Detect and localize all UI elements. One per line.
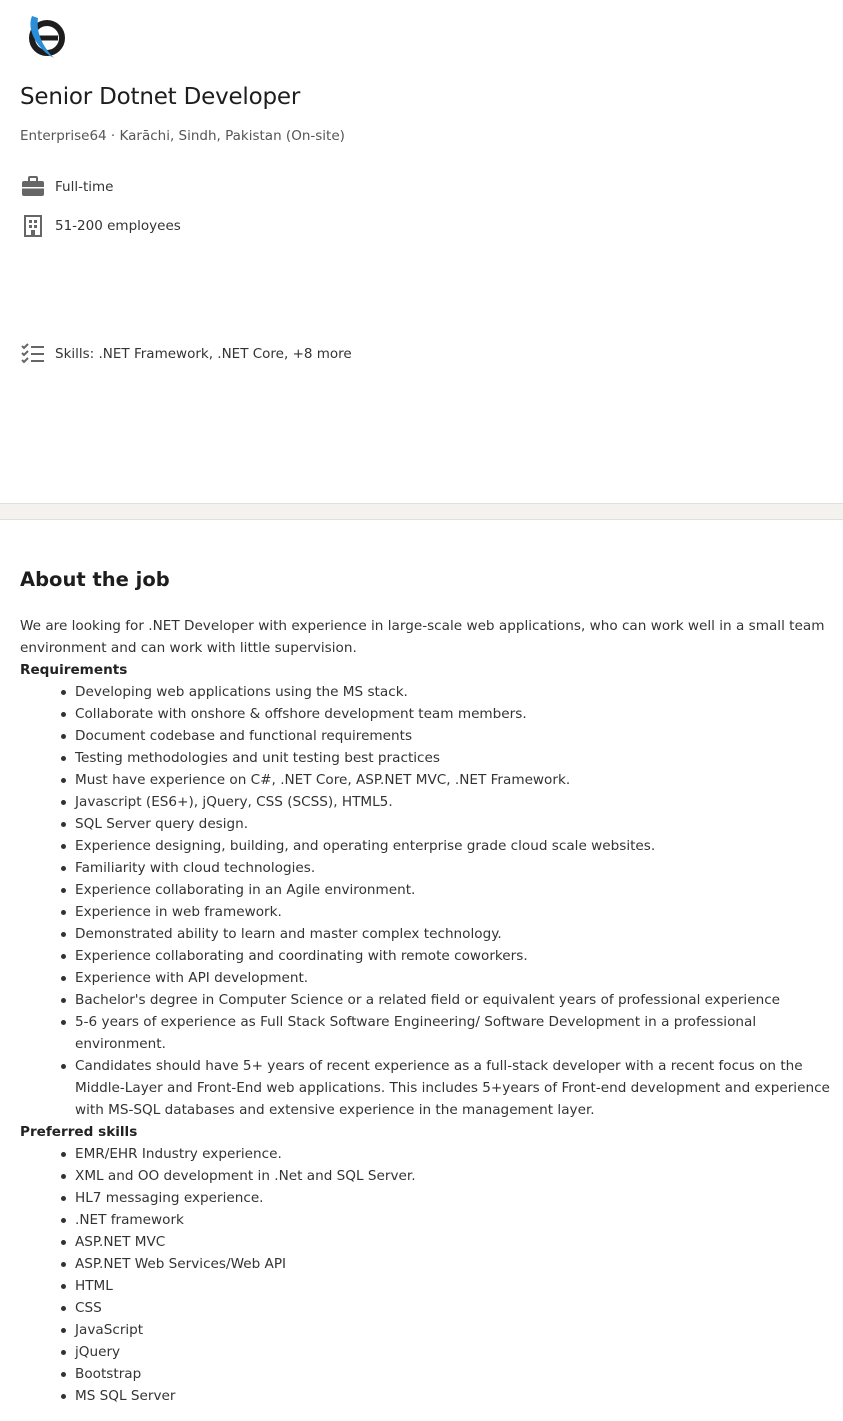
list-item: .NET framework [75, 1209, 830, 1231]
skills-row[interactable] [20, 343, 352, 365]
list-item: Testing methodologies and unit testing best practices [75, 747, 830, 769]
list-item: JavaScript [75, 1319, 830, 1341]
list-item: Candidates should have 5+ years of recent experience as a full-stack developer with a recent focus on the Middle-Layer and Front-End web applications. This includes 5+years of Front-end development and experience with MS-SQL databases and extensive experience in the management layer. [75, 1055, 830, 1121]
company-size-row [20, 215, 181, 237]
job-description [20, 615, 830, 1407]
list-item: Familiarity with cloud technologies. [75, 857, 830, 879]
requirements-heading: Requirements [20, 662, 128, 678]
list-item: XML and OO development in .Net and SQL Server. [75, 1165, 830, 1187]
employment-type: Full-time [55, 179, 114, 195]
job-title: Senior Dotnet Developer [20, 84, 301, 110]
list-item: Developing web applications using the MS stack. [75, 681, 830, 703]
list-item: CSS [75, 1297, 830, 1319]
list-item: Bootstrap [75, 1363, 830, 1385]
list-item: EMR/EHR Industry experience. [75, 1143, 830, 1165]
list-item: jQuery [75, 1341, 830, 1363]
job-location: Karāchi, Sindh, Pakistan (On-site) [119, 128, 345, 144]
list-item: Bachelor's degree in Computer Science or a related field or equivalent years of professional experience [75, 989, 830, 1011]
list-item: Experience with API development. [75, 967, 830, 989]
list-item: Collaborate with onshore & offshore development team members. [75, 703, 830, 725]
checklist-icon [20, 343, 46, 365]
building-icon [20, 215, 46, 237]
list-item: MS SQL Server [75, 1385, 830, 1407]
list-item: Experience in web framework. [75, 901, 830, 923]
list-item: HTML [75, 1275, 830, 1297]
job-subtitle [20, 128, 345, 144]
about-heading: About the job [20, 568, 170, 591]
employment-type-row [20, 176, 113, 198]
requirements-list [75, 681, 830, 1121]
company-logo[interactable] [24, 12, 68, 60]
list-item: Experience collaborating in an Agile environment. [75, 879, 830, 901]
preferred-list [75, 1143, 830, 1407]
list-item: ASP.NET Web Services/Web API [75, 1253, 830, 1275]
preferred-heading: Preferred skills [20, 1124, 138, 1140]
list-item: Javascript (ES6+), jQuery, CSS (SCSS), HTML5. [75, 791, 830, 813]
section-divider [0, 503, 843, 520]
list-item: Experience designing, building, and operating enterprise grade cloud scale websites. [75, 835, 830, 857]
briefcase-icon [20, 176, 46, 198]
list-item: 5-6 years of experience as Full Stack Software Engineering/ Software Development in a professional environment. [75, 1011, 830, 1055]
company-link[interactable]: Enterprise64 [20, 128, 107, 144]
intro-text: We are looking for .NET Developer with experience in large-scale web applications, who can work well in a small team environment and can work with little supervision. [20, 618, 825, 656]
skills-link[interactable]: Skills: .NET Framework, .NET Core, +8 more [55, 346, 352, 362]
list-item: HL7 messaging experience. [75, 1187, 830, 1209]
company-size: 51-200 employees [55, 218, 181, 234]
list-item: Must have experience on C#, .NET Core, ASP.NET MVC, .NET Framework. [75, 769, 830, 791]
list-item: Experience collaborating and coordinating with remote coworkers. [75, 945, 830, 967]
list-item: SQL Server query design. [75, 813, 830, 835]
list-item: Demonstrated ability to learn and master complex technology. [75, 923, 830, 945]
list-item: Document codebase and functional requirements [75, 725, 830, 747]
separator: · [106, 128, 120, 144]
list-item: ASP.NET MVC [75, 1231, 830, 1253]
